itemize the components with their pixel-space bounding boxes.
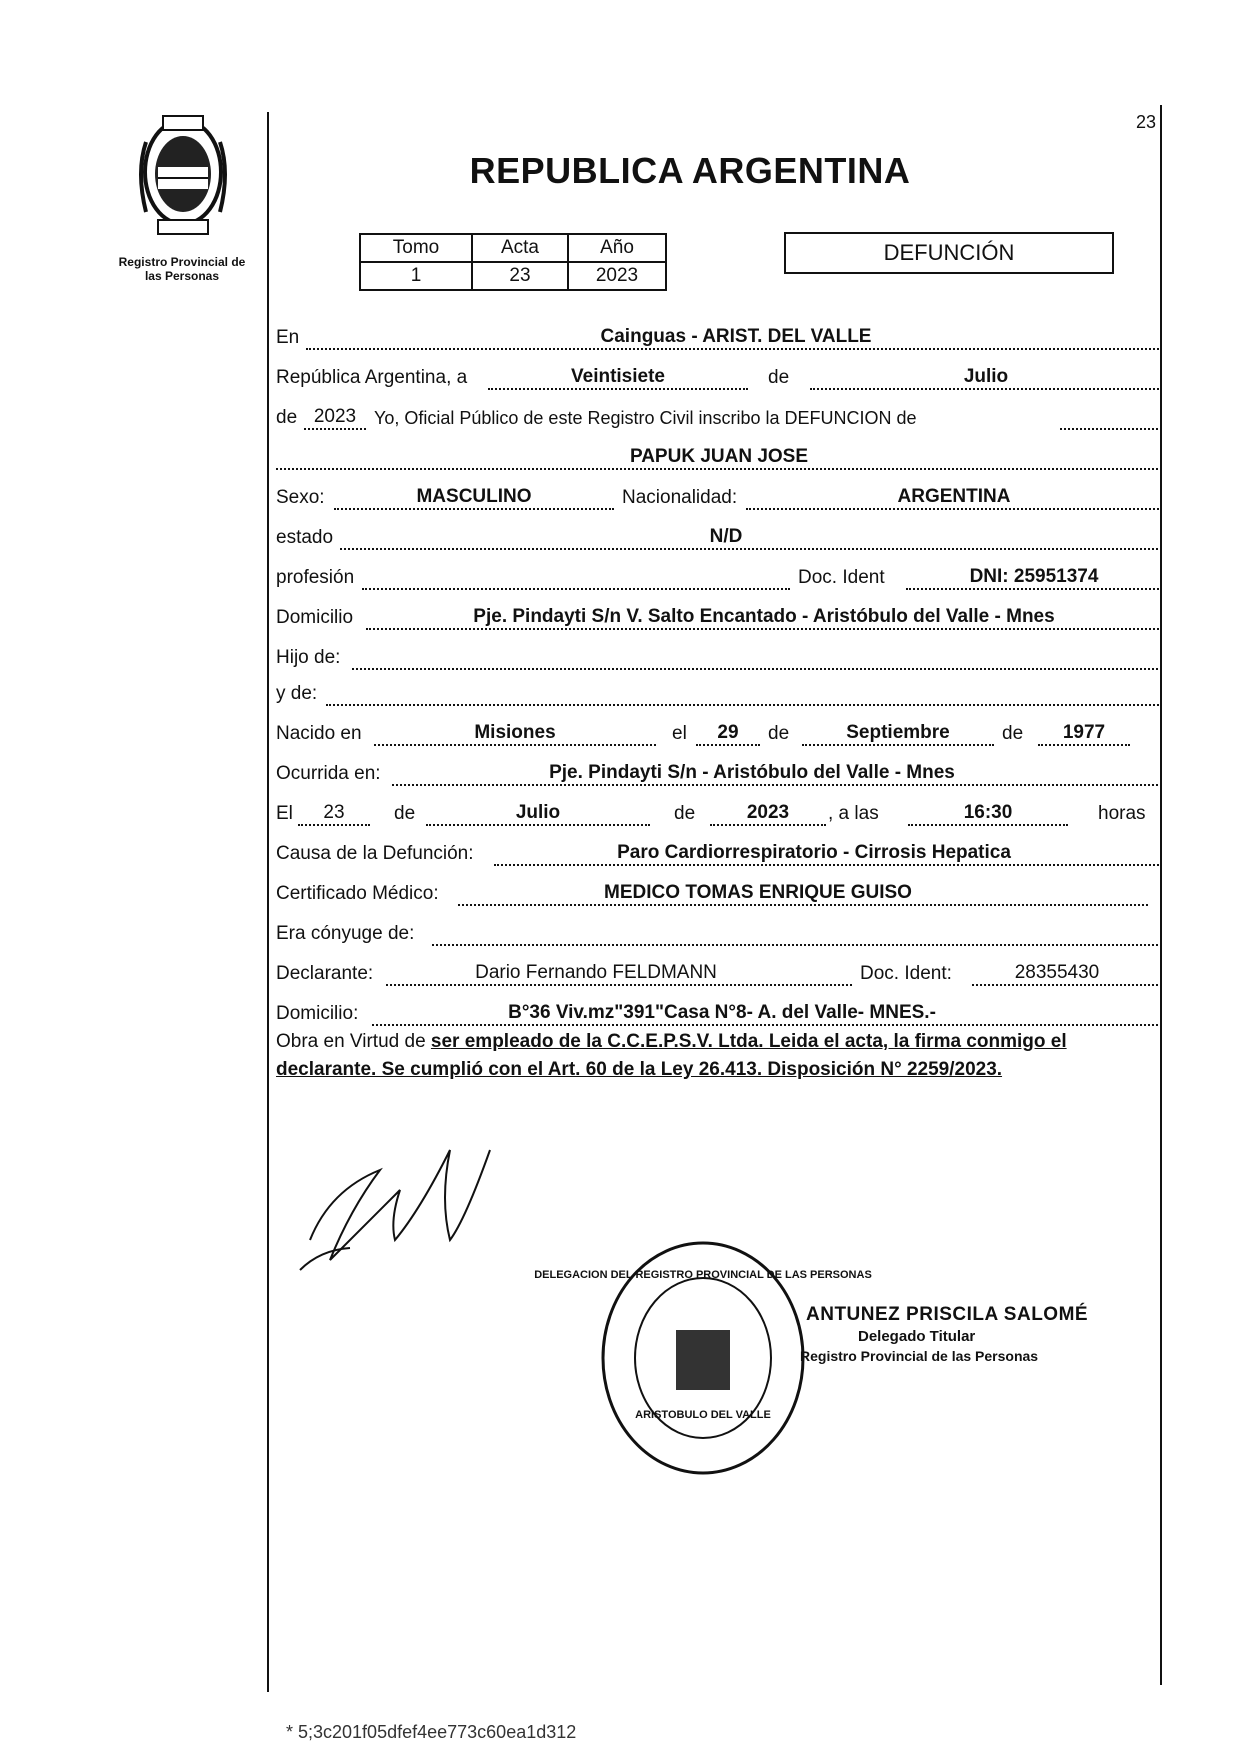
row-domicilio: Domicilio Pje. Pindayti S/n V. Salto Encantado - Aristóbulo del Valle - Mnes xyxy=(276,600,1164,634)
obra-paragraph: Obra en Virtud de ser empleado de la C.C.E.P.S.V. Ltda. Leida el acta, la firma conmigo el declarante. Se cumplió con el Art. 60 de la Ley 26.413. Disposición N° 2259/2023. xyxy=(276,1031,1067,1080)
obra-text: ser empleado de la C.C.E.P.S.V. Ltda. Leida el acta, la firma conmigo el declarante. Se cumplió con el Art. 60 de la Ley 26.413. Disposición N° 2259/2023. xyxy=(276,1031,1067,1080)
declarante: Dario Fernando FELDMANN xyxy=(475,962,717,983)
registry-name: Registro Provincial de las Personas xyxy=(118,255,246,283)
declarant-signature xyxy=(290,1130,510,1290)
nac-year: 1977 xyxy=(1062,722,1106,743)
row-hijo: Hijo de: xyxy=(276,640,1164,674)
header-acta: Acta xyxy=(472,234,568,262)
official-name: ANTUNEZ PRISCILA SALOMÉ xyxy=(806,1304,1089,1325)
row-en xyxy=(276,320,1164,354)
row-declarante: Declarante: Dario Fernando FELDMANN Doc. Ident: 28355430 xyxy=(276,956,1164,990)
value-acta: 23 xyxy=(472,262,568,290)
official-stamp xyxy=(534,1238,872,1478)
row-sexo: Sexo: MASCULINO Nacionalidad: ARGENTINA xyxy=(276,480,1164,514)
en-label: En xyxy=(276,327,300,348)
row-yo: de 2023 Yo, Oficial Público de este Registro Civil inscribo la DEFUNCION de xyxy=(276,400,1164,434)
official-registry: Registro Provincial de las Personas xyxy=(800,1348,1039,1364)
nac-day: 29 xyxy=(717,722,739,743)
def-day: 23 xyxy=(323,802,345,823)
deceased-name: PAPUK JUAN JOSE xyxy=(629,446,809,467)
row-conyuge: Era cónyuge de: xyxy=(276,916,1164,950)
row-republica: República Argentina, a Veintisiete de Julio xyxy=(276,360,1164,394)
causa: Paro Cardiorrespiratorio - Cirrosis Hepatica xyxy=(617,842,1011,863)
row-yde: y de: xyxy=(276,676,1164,710)
row-domicilio-declarante: Domicilio: B°36 Viv.mz"391"Casa N°8- A. del Valle- MNES.- xyxy=(276,996,1164,1030)
official-role: Delegado Titular xyxy=(858,1328,976,1345)
left-margin-line xyxy=(267,112,269,1692)
page-number: 23 xyxy=(1136,112,1157,132)
document-title: REPUBLICA ARGENTINA xyxy=(469,150,911,191)
sexo: MASCULINO xyxy=(416,486,532,507)
doc-ident: DNI: 25951374 xyxy=(969,566,1099,587)
hora: 16:30 xyxy=(963,802,1013,823)
year: 2023 xyxy=(313,406,357,427)
row-nacido: Nacido en Misiones el 29 de Septiembre de 1977 xyxy=(276,716,1164,750)
row-name xyxy=(276,440,1164,474)
domicilio-declarante: B°36 Viv.mz"391"Casa N°8- A. del Valle- MNES.- xyxy=(508,1002,936,1023)
estado: N/D xyxy=(709,526,743,547)
nac-month: Septiembre xyxy=(846,722,950,743)
domicilio: Pje. Pindayti S/n V. Salto Encantado - Aristóbulo del Valle - Mnes xyxy=(473,606,1055,627)
declarante-doc: 28355430 xyxy=(1014,962,1100,983)
province-coat-of-arms-logo xyxy=(128,112,238,242)
value-ano: 2023 xyxy=(568,262,666,290)
value-tomo: 1 xyxy=(360,262,472,290)
document-hash: * 5;3c201f05dfef4ee773c60ea1d312 xyxy=(286,1722,577,1742)
header-ano: Año xyxy=(568,234,666,262)
row-profesion: profesión Doc. Ident DNI: 25951374 xyxy=(276,560,1164,594)
day-words: Veintisiete xyxy=(571,366,665,387)
def-year: 2023 xyxy=(746,802,790,823)
nacionalidad: ARGENTINA xyxy=(897,486,1011,507)
stamp-inner-text: ARISTOBULO DEL VALLE xyxy=(635,1409,771,1421)
ocurrida: Pje. Pindayti S/n - Aristóbulo del Valle - Mnes xyxy=(549,762,955,783)
row-fecha-defuncion: El 23 de Julio de 2023 , a las 16:30 horas xyxy=(276,796,1164,830)
month: Julio xyxy=(963,366,1009,387)
row-causa: Causa de la Defunción: Paro Cardiorrespiratorio - Cirrosis Hepatica xyxy=(276,836,1164,870)
record-table xyxy=(359,233,667,291)
en-value: Cainguas - ARIST. DEL VALLE xyxy=(600,326,872,347)
stamp-text: DELEGACION DEL REGISTRO PROVINCIAL DE LAS PERSONAS xyxy=(534,1269,872,1281)
republica-label: República Argentina, a xyxy=(276,367,468,388)
certificado: MEDICO TOMAS ENRIQUE GUISO xyxy=(604,882,912,903)
yo-text: Yo, Oficial Público de este Registro Civil inscribo la DEFUNCION de xyxy=(374,408,917,428)
row-certificado: Certificado Médico: MEDICO TOMAS ENRIQUE GUISO xyxy=(276,876,1164,910)
record-type-box: DEFUNCIÓN xyxy=(784,232,1114,274)
def-month: Julio xyxy=(515,802,561,823)
header-tomo: Tomo xyxy=(360,234,472,262)
row-estado: estado N/D xyxy=(276,520,1164,554)
row-ocurrida: Ocurrida en: Pje. Pindayti S/n - Aristóbulo del Valle - Mnes xyxy=(276,756,1164,790)
nacido-en: Misiones xyxy=(474,722,556,743)
